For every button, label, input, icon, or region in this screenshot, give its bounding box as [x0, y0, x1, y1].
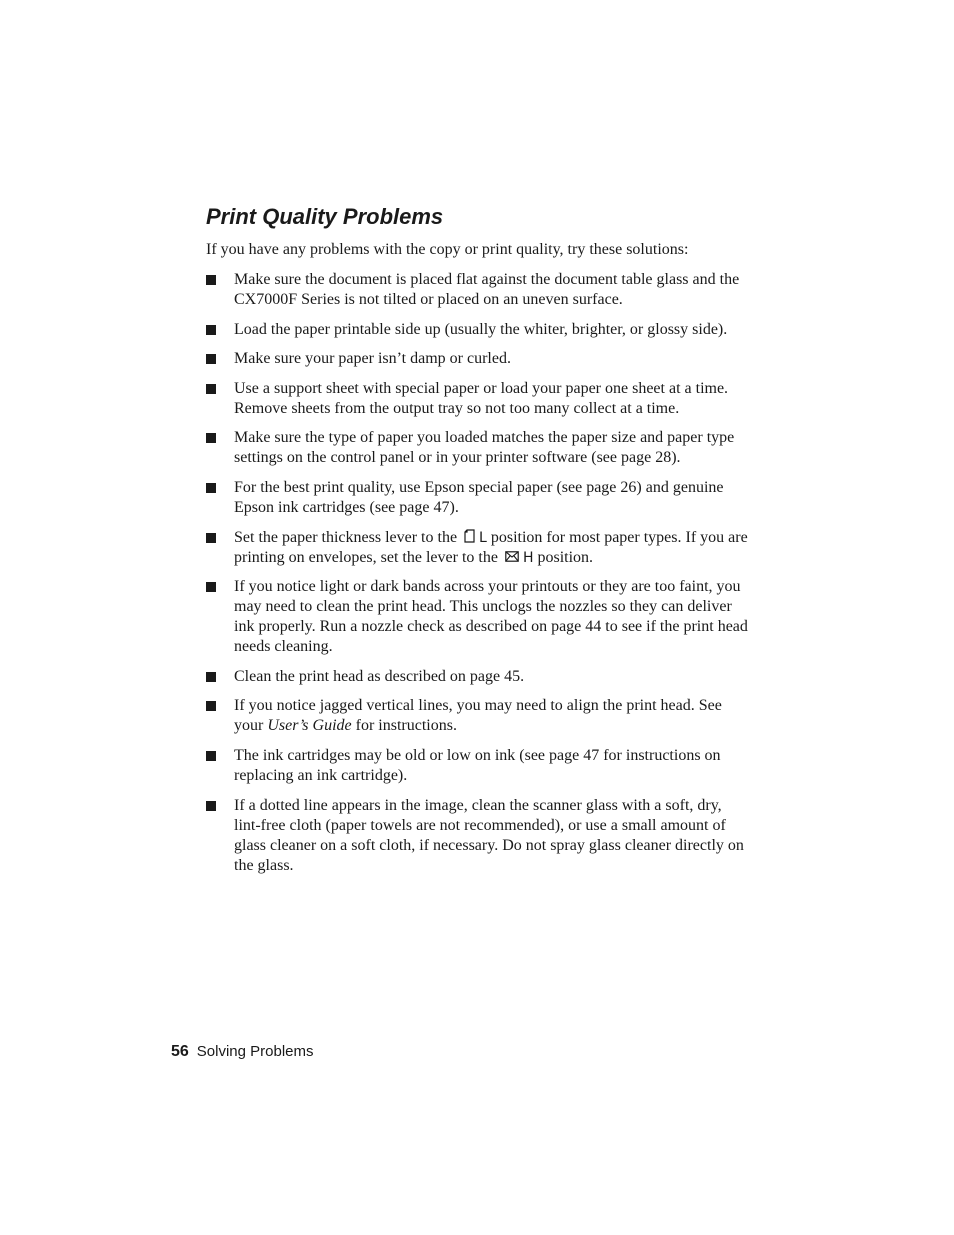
list-item: Use a support sheet with special paper or load your paper one sheet at a time. Remove sheets from the output tray so not too many collect at a time. [206, 379, 751, 419]
page-footer [171, 1042, 314, 1062]
bullet-marker-icon [206, 582, 216, 592]
thin-paper-label: L [479, 529, 487, 546]
bullet-marker-icon [206, 384, 216, 394]
envelope-label: H [522, 549, 534, 566]
section-name: Solving Problems [196, 1043, 314, 1060]
page-title: Print Quality Problems [206, 204, 444, 229]
list-item: The ink cartridges may be old or low on ink (see page 47 for instructions on replacing an ink cartridge). [206, 746, 751, 786]
bullet-marker-icon [206, 325, 216, 335]
sheet-icon [464, 529, 475, 543]
intro-text: If you have any problems with the copy or print quality, try these solutions: [206, 241, 689, 258]
list-item: If a dotted line appears in the image, clean the scanner glass with a soft, dry, lint-free cloth (paper towels are not recommended), or use a small amount of glass cleaner on a soft cloth, if necessary. Do not spray glass cleaner directly on the glass. [206, 796, 751, 876]
bullet-marker-icon [206, 751, 216, 761]
list-item: Load the paper printable side up (usually the whiter, brighter, or glossy side). [206, 320, 751, 340]
list-item: Make sure the document is placed flat against the document table glass and the CX7000F Series is not tilted or placed on an uneven surface. [206, 270, 751, 310]
bullet-marker-icon [206, 672, 216, 682]
solutions-list [206, 270, 751, 885]
list-item: Make sure the type of paper you loaded matches the paper size and paper type settings on the control panel or in your printer software (see page 28). [206, 428, 751, 468]
list-item: If you notice jagged vertical lines, you may need to align the print head. See your User’s Guide for instructions. [206, 696, 751, 736]
users-guide-title: User’s Guide [267, 717, 352, 735]
bullet-marker-icon [206, 354, 216, 364]
bullet-marker-icon [206, 801, 216, 811]
page-number: 56 [171, 1043, 189, 1060]
list-item: Set the paper thickness lever to the L position for most paper types. If you are printing on envelopes, set the lever to the H position. [206, 528, 751, 568]
list-item: Clean the print head as described on page 45. [206, 667, 751, 687]
bullet-marker-icon [206, 483, 216, 493]
list-item: For the best print quality, use Epson special paper (see page 26) and genuine Epson ink cartridges (see page 47). [206, 478, 751, 518]
bullet-marker-icon [206, 533, 216, 543]
bullet-marker-icon [206, 433, 216, 443]
list-item: If you notice light or dark bands across your printouts or they are too faint, you may need to clean the print head. This unclogs the nozzles so they can deliver ink properly. Run a nozzle check as described on page 44 to see if the print head needs cleaning. [206, 577, 751, 657]
list-item: Make sure your paper isn’t damp or curled. [206, 349, 751, 369]
envelope-icon [505, 551, 519, 562]
bullet-marker-icon [206, 701, 216, 711]
bullet-marker-icon [206, 275, 216, 285]
